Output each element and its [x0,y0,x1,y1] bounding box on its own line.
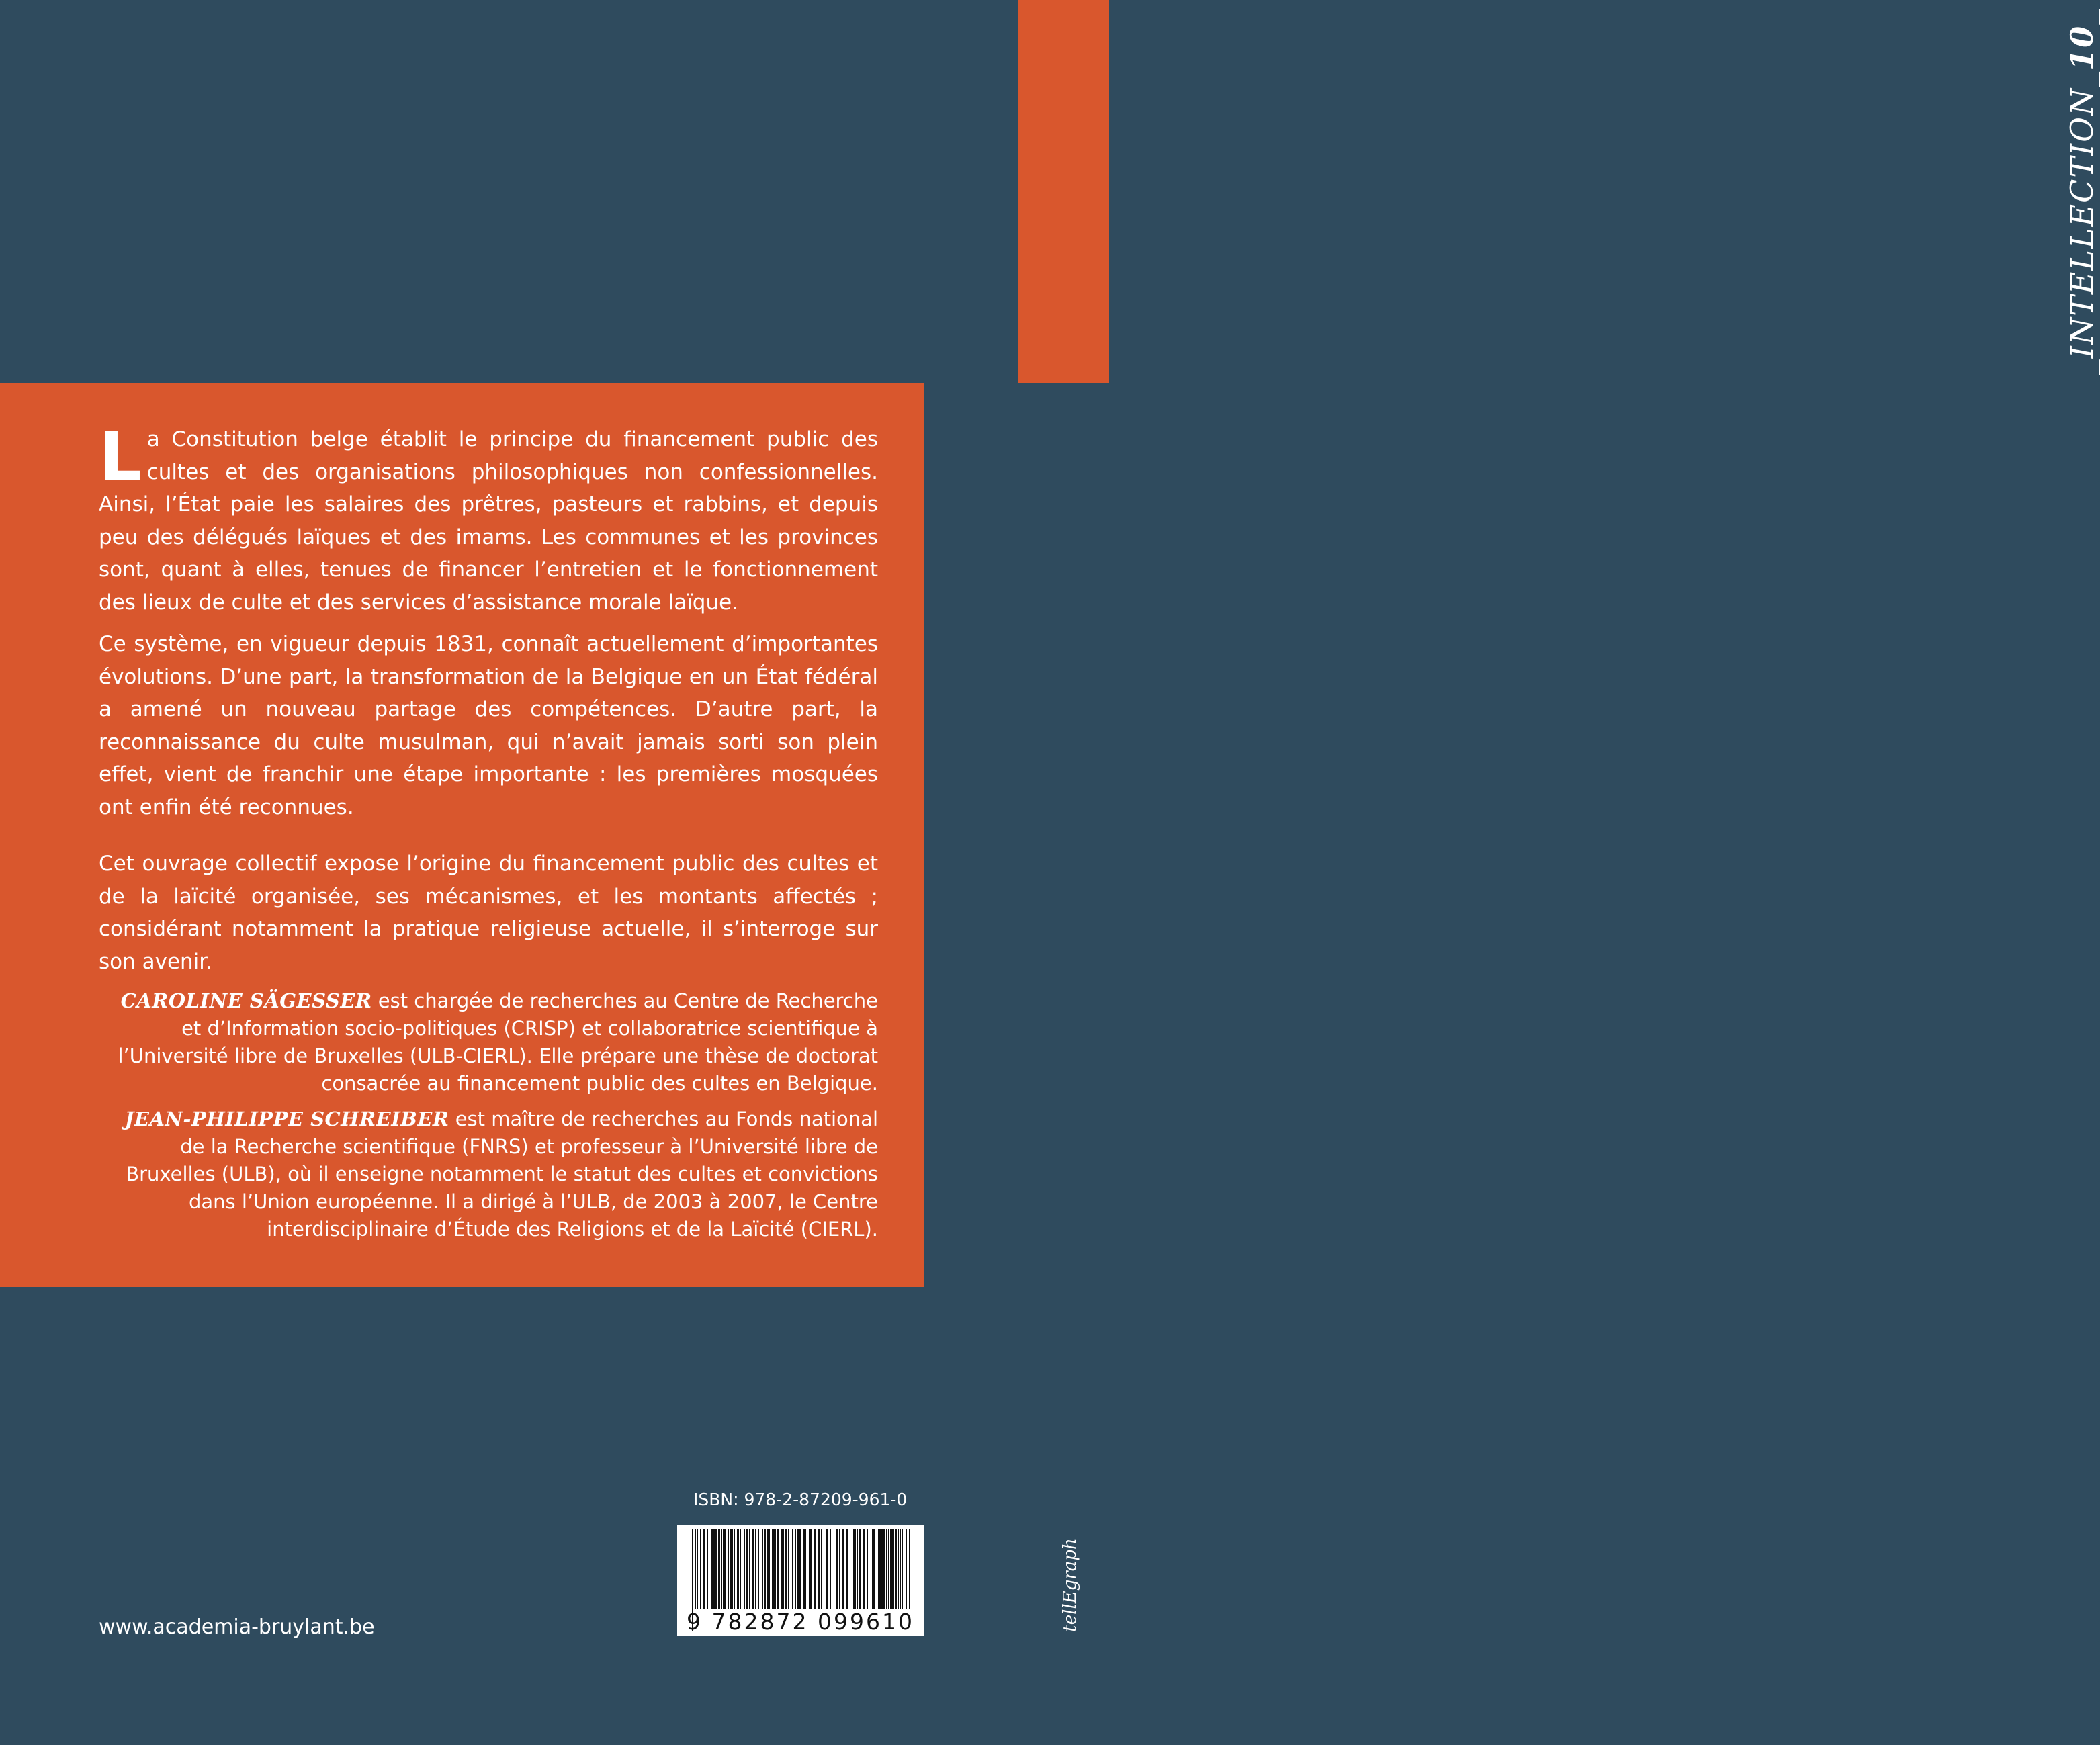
blurb-paragraph-2: Ce système, en vigueur depuis 1831, connaît actuellement d’importantes évolutions. D’une part, la transformation de la Belgique en un État fédéral a amené un nouveau partage des compétences. D’autre part, la reconnaissance du culte musulman, qui n’avait jamais sorti son plein effet, vient de franchir une étape importante : les premières mosquées ont enfin été reconnues. [99,632,878,819]
barcode-bar [818,1529,820,1611]
barcode-bar [878,1529,881,1611]
barcode-bar [781,1529,784,1611]
barcode-bar [846,1529,848,1611]
author-name-2: JEAN-PHILIPPE SCHREIBER [124,1108,449,1130]
barcode-bar [895,1529,897,1611]
barcode-bar [772,1529,773,1611]
barcode-bar [762,1529,763,1611]
barcode-bar [826,1529,828,1611]
barcode-bar [711,1529,713,1611]
barcode-bar [893,1529,894,1611]
barcode-bar [902,1529,903,1611]
barcode-bar [797,1529,799,1611]
barcode-bar [734,1529,735,1611]
author-bios [107,987,878,1251]
barcode-bar [836,1529,838,1611]
barcode-bar [755,1529,756,1611]
barcode-bar [737,1529,739,1611]
barcode-bar [785,1529,787,1611]
author-bio-1 [107,987,878,1098]
author-text-1: est chargée de recherches au Centre de Recherche et d’Information socio-politiques (CRISP) et collaboratrice scientifique à l’Université libre de Bruxelles (ULB-CIERL). Elle prépare une thèse de doctorat consacrée au financement public des cultes en Belgique. [118,989,878,1095]
barcode-bar [788,1529,789,1611]
drop-cap: L [99,418,142,496]
blurb-paragraph-1 [99,418,878,619]
barcode-bar [740,1529,741,1611]
barcode [677,1525,924,1636]
barcode-bar [873,1529,875,1611]
barcode-bar [809,1529,812,1611]
barcode-bar [890,1529,893,1611]
barcode-bar [713,1529,715,1611]
barcode-bar [773,1529,775,1611]
barcode-bar [752,1529,754,1611]
barcode-bar [728,1529,729,1611]
barcode-bar [723,1529,726,1611]
barcode-bar [872,1529,873,1611]
series-tab [1018,0,2100,383]
series-number: 10 [2064,24,2100,71]
barcode-bar [703,1529,705,1611]
barcode-bar [867,1529,868,1611]
blurb-text-1: a Constitution belge établit le principe du financement public des cultes et des organisations philosophiques non confessionnelles. Ainsi, l’État paie les salaires des prêtres, pasteurs et rabbins, et depuis peu des délégués laïques et des imams. Les communes et les provinces sont, quant à elles, tenues de financer l’entretien et le fonctionnement des lieux de culte et des services d’assistance morale laïque. [99,427,878,615]
barcode-bar [718,1529,720,1611]
author-name-1: CAROLINE SÄGESSER [120,989,372,1012]
author-text-2: est maître de recherches au Fonds national de la Recherche scientifique (FNRS) et professeur à l’Université libre de Bruxelles (ULB), où il enseigne notamment le statut des cultes et convictions dans l’Union européenne. Il a dirigé à l’ULB, de 2003 à 2007, le Centre interdisciplinaire d’Étude des Religions et de la Laïcité (CIERL). [126,1108,878,1241]
barcode-bar [814,1529,816,1611]
barcode-bar [842,1529,844,1611]
series-title [2064,8,2100,375]
barcode-digits: 9 782872 099610 [687,1609,914,1635]
barcode-bar [744,1529,745,1611]
barcode-bar [883,1529,885,1611]
barcode-bar [700,1529,701,1611]
barcode-bar [888,1529,889,1611]
barcode-bar [721,1529,722,1611]
barcode-bar [839,1529,840,1611]
barcode-bar [746,1529,748,1611]
barcode-bar [758,1529,759,1611]
barcode-bar [749,1529,750,1611]
barcode-bar [881,1529,883,1611]
publisher-website: www.academia-bruylant.be [99,1615,375,1639]
barcode-bar [898,1529,899,1611]
barcode-bar [777,1529,779,1611]
barcode-bar [857,1529,858,1611]
series-suffix: _ [2064,7,2100,25]
barcode-bar [707,1529,708,1611]
publisher-logo: tellEgraph [1060,1538,1080,1632]
book-blurb [99,418,878,987]
barcode-bar [775,1529,776,1611]
barcode-bar [863,1529,865,1611]
barcode-bar [795,1529,796,1611]
barcode-bar [821,1529,822,1611]
barcode-bar [715,1529,717,1611]
blurb-paragraph-3: Cet ouvrage collectif expose l’origine du financement public des cultes et de la laïcité organisée, ses mécanismes, et les montants affectés ; considérant notamment la pratique religieuse actuelle, il s’interroge sur son avenir. [99,852,878,974]
barcode-bar [853,1529,856,1611]
barcode-bar [886,1529,887,1611]
barcode-bar [767,1529,770,1611]
barcode-bar [764,1529,766,1611]
barcode-bar [830,1529,831,1611]
description-panel [0,383,924,1287]
barcode-bar [859,1529,861,1611]
author-bio-2 [107,1106,878,1243]
barcode-bar [792,1529,793,1611]
barcode-bar [730,1529,733,1611]
isbn-label: ISBN: 978-2-87209-961-0 [693,1490,908,1509]
barcode-bar [900,1529,901,1611]
series-name: _INTELLECTION_ [2064,70,2100,375]
